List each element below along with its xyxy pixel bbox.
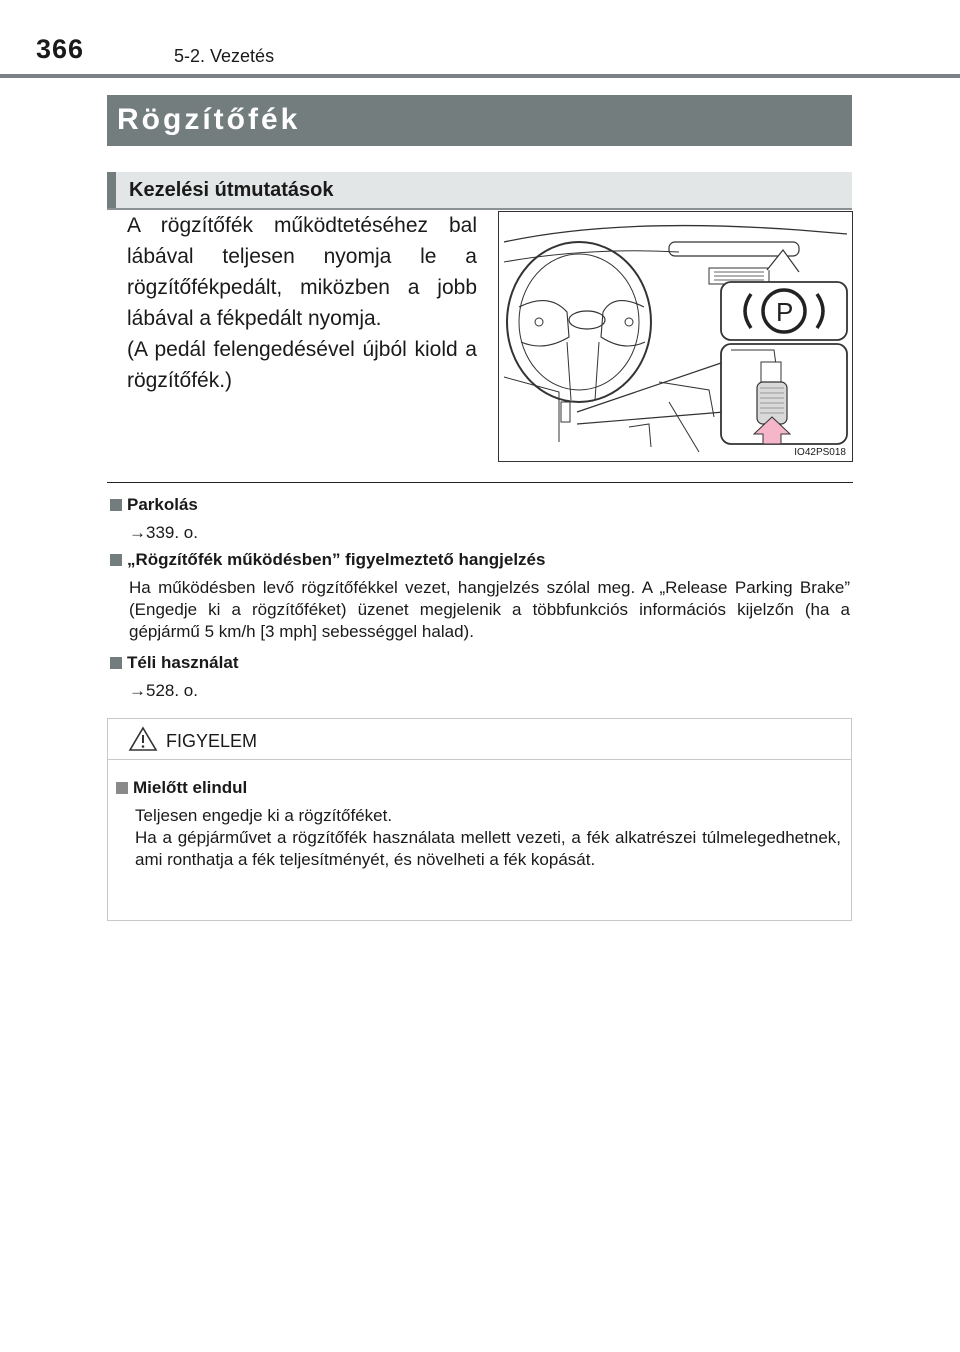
list-item-heading (110, 652, 850, 674)
caution-line-2: Ha a gépjárművet a rögzítőfék használata mellett vezeti, a fék alkatrészei túlmelegedhetnek, ami ronthatja a fék teljesítményét, és növelheti a fék kopását. (135, 828, 841, 869)
section-subtitle: Kezelési útmutatások (129, 179, 334, 201)
list-item-warning-buzzer (110, 549, 850, 643)
bullet-square-icon (110, 499, 122, 511)
caution-title: FIGYELEM (166, 731, 258, 751)
caution-header (108, 719, 851, 760)
caution-item-body (116, 805, 841, 871)
title-banner (107, 95, 852, 146)
figure-code: IO42PS018 (794, 447, 846, 458)
caution-box (107, 718, 852, 921)
content-divider (107, 482, 853, 483)
list-item-winter (110, 652, 850, 702)
header-divider (0, 74, 960, 78)
winter-heading: Téli használat (127, 653, 239, 672)
buzzer-heading: „Rögzítőfék működésben” figyelmeztető hangjelzés (127, 550, 546, 569)
parking-reference: →339. o. (129, 523, 198, 542)
before-driving-heading: Mielőtt elindul (133, 778, 248, 797)
subtitle-banner (107, 172, 852, 210)
section-label: 5-2. Vezetés (174, 46, 275, 66)
parking-brake-illustration (498, 211, 853, 462)
page-title: Rögzítőfék (117, 103, 301, 136)
bullet-square-icon (110, 657, 122, 669)
intro-text (127, 210, 477, 396)
caution-item (116, 777, 841, 871)
subtitle-marker (107, 172, 116, 208)
svg-text:P: P (776, 297, 794, 327)
buzzer-description: Ha működésben levő rögzítőfékkel vezet, hangjelzés szólal meg. A „Release Parking Brake” (Engedje ki a rögzítőféket) üzenet megjelenik a többfunkciós információs kijelzőn (ha a gépjármű 5 km/h [3 mph] sebességgel halad). (129, 578, 850, 641)
winter-reference: →528. o. (129, 681, 198, 700)
list-item-parking (110, 494, 850, 544)
dashboard-drawing (499, 212, 852, 461)
page-number: 366 (36, 34, 85, 64)
intro-paragraph-2: (A pedál felengedésével újból kiold a rögzítőfék.) (127, 338, 477, 392)
caution-item-heading (116, 777, 841, 799)
warning-triangle-icon (128, 726, 158, 752)
parking-heading: Parkolás (127, 495, 198, 514)
list-item-heading (110, 494, 850, 516)
list-item-heading (110, 549, 850, 571)
bullet-square-icon (116, 782, 128, 794)
caution-line-1: Teljesen engedje ki a rögzítőféket. (135, 806, 393, 825)
intro-paragraph-1: A rögzítőfék működtetéséhez bal lábával teljesen nyomja le a rögzítőfékpedált, miközben a jobb lábával a fékpedált nyomja. (127, 214, 477, 330)
bullet-square-icon (110, 554, 122, 566)
